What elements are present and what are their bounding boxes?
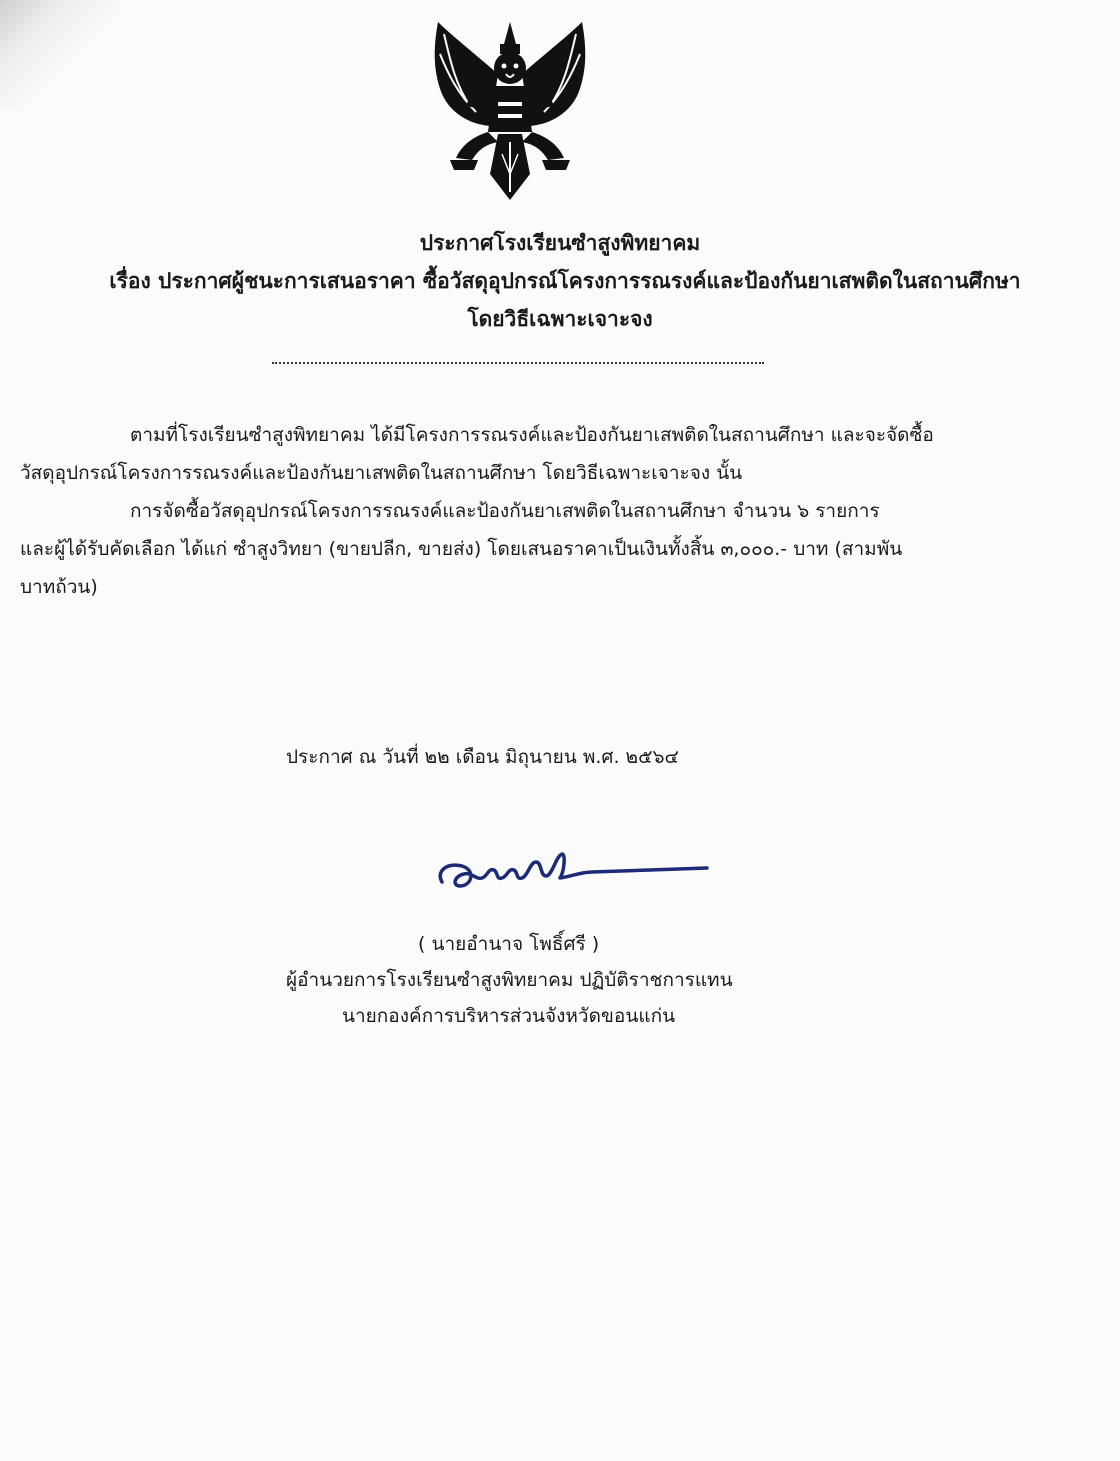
garuda-emblem-icon	[420, 14, 600, 204]
signer-name: ( นายอำนาจ โพธิ์ศรี )	[418, 933, 600, 955]
paragraph-2-line-2: และผู้ได้รับคัดเลือก ได้แก่ ซำสูงวิทยา (ขายปลีก, ขายส่ง) โดยเสนอราคาเป็นเงินทั้งสิ้น ๓,๐๐๐.- บาท (สามพัน	[20, 538, 903, 560]
dotted-divider	[272, 352, 764, 364]
paper-shadow	[0, 0, 120, 110]
paragraph-2-line-1: การจัดซื้อวัสดุอุปกรณ์โครงการรณรงค์และป้องกันยาเสพติดในสถานศึกษา จำนวน ๖ รายการ	[130, 500, 880, 522]
signer-position: ผู้อำนวยการโรงเรียนซำสูงพิทยาคม ปฏิบัติราชการแทน	[286, 969, 733, 991]
paragraph-2-line-3: บาทถ้วน)	[20, 576, 98, 598]
announcement-title: ประกาศโรงเรียนซำสูงพิทยาคม	[419, 231, 701, 255]
paragraph-1-line-2: วัสดุอุปกรณ์โครงการรณรงค์และป้องกันยาเสพติดในสถานศึกษา โดยวิธีเฉพาะเจาะจง นั้น	[20, 462, 743, 484]
signature-icon	[432, 842, 712, 902]
procurement-method: โดยวิธีเฉพาะเจาะจง	[467, 307, 653, 331]
announcement-subject: เรื่อง ประกาศผู้ชนะการเสนอราคา ซื้อวัสดุอุปกรณ์โครงการรณรงค์และป้องกันยาเสพติดในสถานศึกษา	[109, 269, 1021, 293]
signer-block	[0, 926, 1120, 1034]
signer-position-2: นายกองค์การบริหารส่วนจังหวัดขอนแก่น	[342, 1005, 676, 1027]
announcement-header	[0, 224, 1120, 338]
announcement-date: ประกาศ ณ วันที่ ๒๒ เดือน มิถุนายน พ.ศ. ๒๕๖๔	[286, 746, 679, 768]
announcement-body	[20, 416, 1040, 606]
paragraph-1-line-1: ตามที่โรงเรียนซำสูงพิทยาคม ได้มีโครงการรณรงค์และป้องกันยาเสพติดในสถานศึกษา และจะจัดซื้อ	[130, 424, 934, 446]
